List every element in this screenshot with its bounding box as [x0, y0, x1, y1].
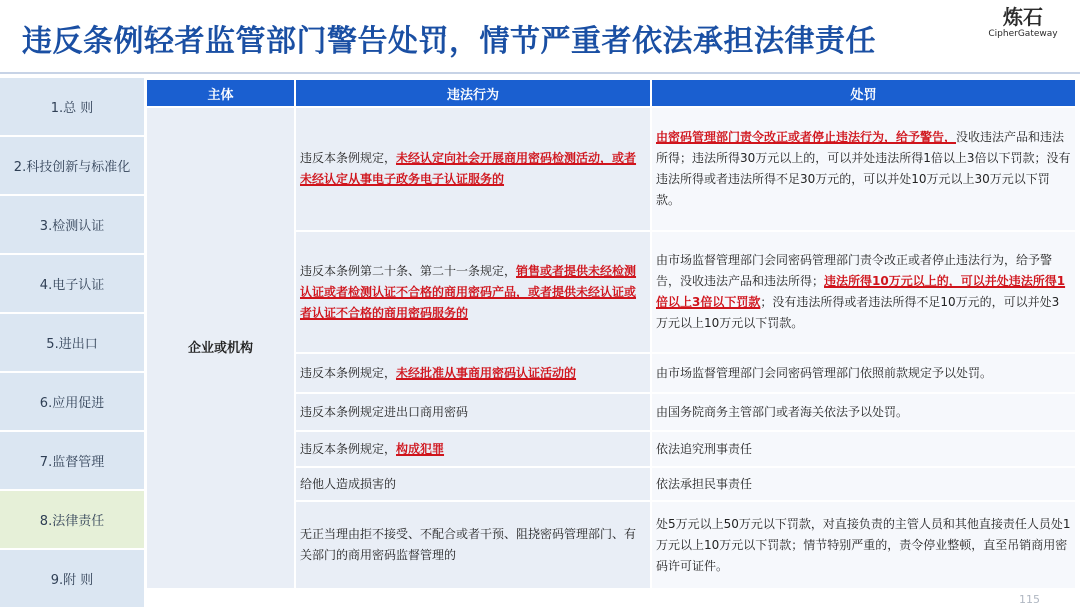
table-row-behavior — [296, 394, 650, 430]
table-row-behavior — [296, 232, 650, 352]
table-row-penalty — [652, 432, 1075, 466]
text-segment: ；没有违法所得或者违法所得不足10万元的，可以并处3万元以上10万元以下罚款。 — [656, 295, 1060, 330]
row-5-behavior — [300, 439, 646, 460]
table-row-behavior — [296, 354, 650, 392]
text-segment: 给他人造成损害的 — [300, 476, 397, 491]
row-4-behavior — [300, 402, 646, 423]
row-7-behavior — [300, 524, 646, 566]
sidebar-item-testing-cert[interactable]: 3.检测认证 — [0, 196, 144, 254]
table-row-penalty — [652, 502, 1075, 588]
table-row-penalty — [652, 468, 1075, 500]
sidebar-item-innovation[interactable]: 2.科技创新与标准化 — [0, 137, 144, 195]
text-segment: 处5万元以上50万元以下罚款，对直接负责的主管人员和其他直接责任人员处1万元以上10万元以下罚款；情节特别严重的，责令停业整顿，直至吊销商用密码许可证件。 — [656, 516, 1071, 573]
sidebar-item-supplementary[interactable]: 9.附 则 — [0, 550, 144, 608]
sidebar-item-general[interactable]: 1.总 则 — [0, 78, 144, 136]
table-row-behavior — [296, 468, 650, 500]
text-segment: 由市场监督管理部门会同密码管理部门责令改正或者停止违法行为，给予警告，没收违法产品和违法所得； — [656, 253, 1053, 288]
text-segment: 由国务院商务主管部门或者海关依法予以处罚。 — [656, 404, 909, 419]
title-divider — [0, 72, 1080, 74]
table-row-behavior — [296, 108, 650, 230]
sidebar-item-e-cert[interactable]: 4.电子认证 — [0, 255, 144, 313]
table-row-penalty — [652, 232, 1075, 352]
sidebar-nav — [0, 78, 144, 608]
sidebar-item-application[interactable]: 6.应用促进 — [0, 373, 144, 431]
highlighted-text: 销售或者提供未经检测认证或者检测认证不合格的商用密码产品，或者提供未经认证或者认证不合格的商用密码服务的 — [300, 263, 637, 320]
sidebar-item-legal-liability[interactable]: 8.法律责任 — [0, 491, 144, 549]
row-1-behavior — [300, 148, 646, 190]
row-3-penalty — [656, 363, 1071, 384]
page-number: 115 — [1019, 593, 1040, 606]
highlighted-text: 由密码管理部门责令改正或者停止违法行为，给予警告， — [656, 130, 957, 144]
row-6-behavior — [300, 474, 646, 495]
text-segment: 违反本条例规定进出口商用密码 — [300, 404, 469, 419]
brand-logo — [978, 6, 1068, 42]
text-segment: 没收违法产品和违法所得；违法所得30万元以上的，可以并处违法所得1倍以上3倍以下罚款；没有违法所得或者违法所得不足30万元的，可以并处10万元以上30万元以下罚款。 — [656, 130, 1071, 207]
row-7-penalty — [656, 514, 1071, 577]
row-5-penalty — [656, 439, 1071, 460]
header-penalty: 处罚 — [652, 80, 1075, 106]
penalty-table — [147, 80, 1075, 588]
text-segment: 依法承担民事责任 — [656, 476, 753, 491]
sidebar-item-supervision[interactable]: 7.监督管理 — [0, 432, 144, 490]
logo-text-cn: 炼石 — [1003, 5, 1043, 29]
header-behavior: 违法行为 — [296, 80, 650, 106]
table-row-behavior — [296, 502, 650, 588]
text-segment: 违反本条例规定， — [300, 441, 397, 456]
page-title: 违反条例轻者监管部门警告处罚，情节严重者依法承担法律责任 — [22, 24, 876, 59]
text-segment: 违反本条例规定， — [300, 151, 397, 165]
table-row-penalty — [652, 354, 1075, 392]
text-segment: 依法追究刑事责任 — [656, 441, 753, 456]
highlighted-text: 构成犯罪 — [396, 441, 445, 456]
row-3-behavior — [300, 363, 646, 384]
row-2-penalty — [656, 250, 1071, 334]
highlighted-text: 未经批准从事商用密码认证活动的 — [396, 365, 577, 380]
table-row-behavior — [296, 432, 650, 466]
table-row-penalty — [652, 394, 1075, 430]
row-1-penalty — [656, 127, 1071, 211]
table-row-penalty — [652, 108, 1075, 230]
subject-cell: 企业或机构 — [147, 108, 294, 588]
row-6-penalty — [656, 474, 1071, 495]
text-segment: 违反本条例第二十条、第二十一条规定， — [300, 263, 517, 278]
logo-text-en: CipherGateway — [988, 29, 1058, 39]
sidebar-item-import-export[interactable]: 5.进出口 — [0, 314, 144, 372]
row-2-behavior — [300, 261, 646, 324]
text-segment: 违反本条例规定， — [300, 365, 397, 380]
header-subject: 主体 — [147, 80, 294, 106]
highlighted-text: 未经认定向社会开展商用密码检测活动，或者未经认定从事电子政务电子认证服务的 — [300, 151, 637, 186]
text-segment: 无正当理由拒不接受、不配合或者干预、阻挠密码管理部门、有关部门的商用密码监督管理的 — [300, 527, 637, 562]
highlighted-text: 违法所得10万元以上的，可以并处违法所得1倍以上3倍以下罚款 — [656, 274, 1066, 309]
row-4-penalty — [656, 402, 1071, 423]
text-segment: 由市场监督管理部门会同密码管理部门依照前款规定予以处罚。 — [656, 365, 993, 380]
